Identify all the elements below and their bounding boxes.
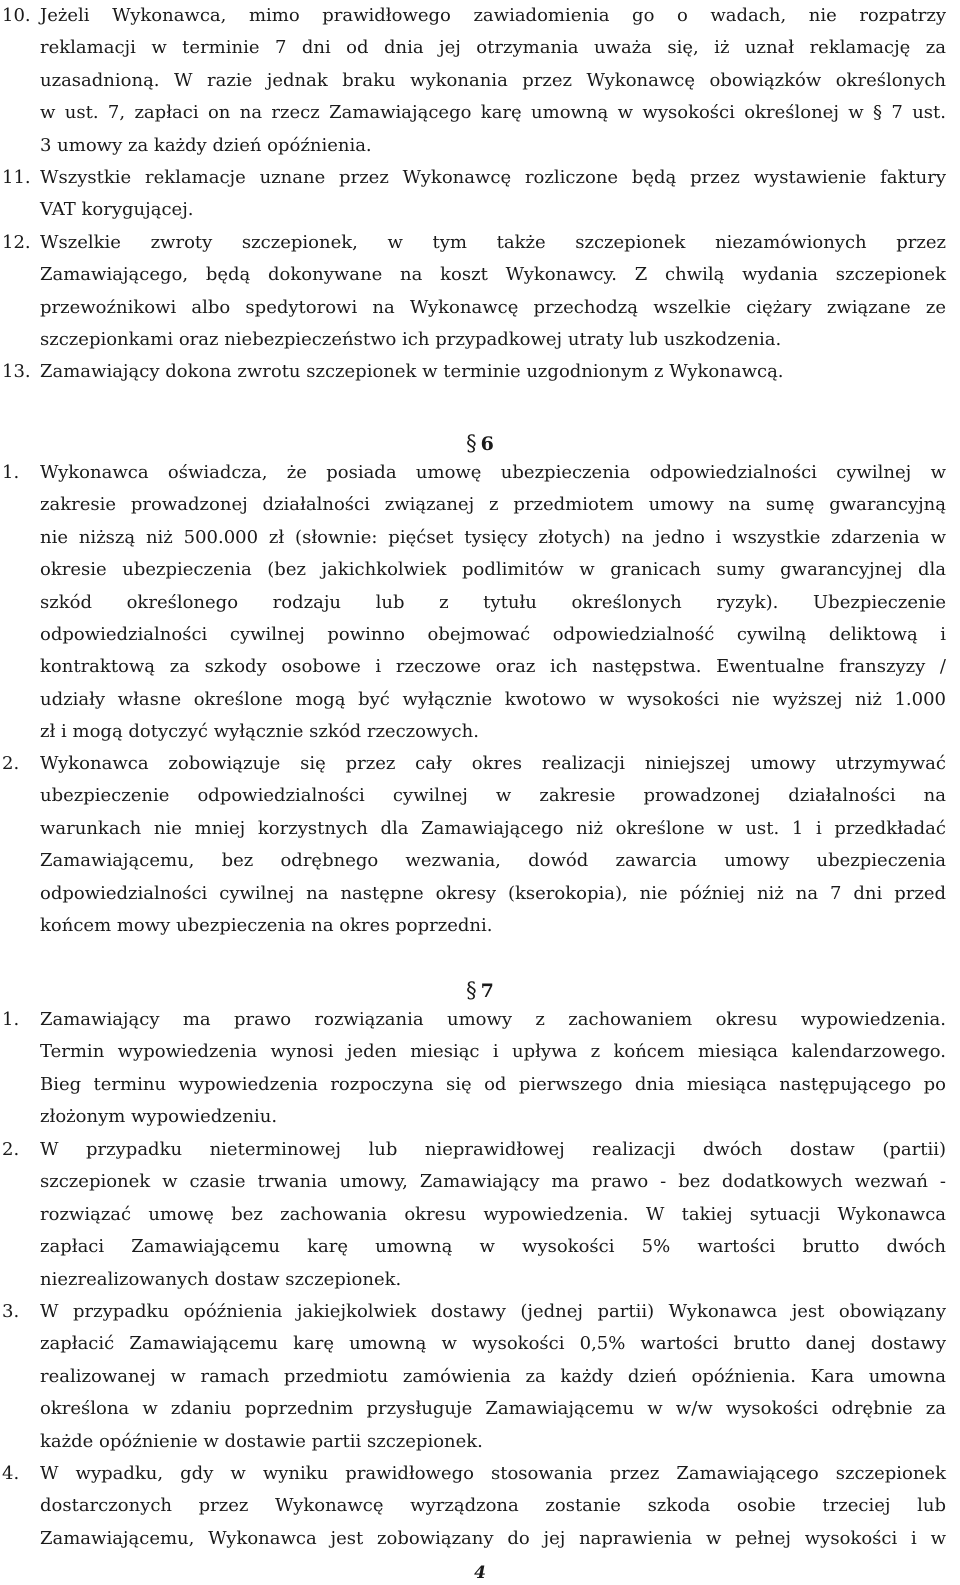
- text-line: Jeżeli Wykonawca, mimo prawidłowego zawiadomienia go o wadach, nie rozpatrzy: [40, 5, 946, 26]
- text-line: dostarczonych przez Wykonawcę wyrządzona zostanie szkoda osobie trzeciej lub: [40, 1495, 946, 1517]
- item-number: 2.: [2, 1139, 20, 1160]
- item-text: [40, 1458, 946, 1555]
- item-number: 2.: [2, 753, 20, 774]
- text-line: Zamawiającego, będą dokonywane na koszt Wykonawcy. Z chwilą wydania szczepionek: [40, 264, 946, 286]
- text-line: W przypadku nieterminowej lub nieprawidłowej realizacji dwóch dostaw (partii): [40, 1139, 946, 1160]
- section-number: 7: [480, 980, 494, 1002]
- text-line: nie niższą niż 500.000 zł (słownie: pięćset tysięcy złotych) na jedno i wszystkie zdarzenia w: [40, 526, 946, 548]
- item-text: [40, 1004, 946, 1134]
- text-line: odpowiedzialności cywilnej na następne okresy (kserokopia), nie później niż na 7 dni przed: [40, 882, 946, 904]
- text-line: Zamawiający ma prawo rozwiązania umowy z zachowaniem okresu wypowiedzenia.: [40, 1009, 946, 1030]
- text-line: zapłaci Zamawiającemu karę umowną w wysokości 5% wartości brutto dwóch: [40, 1236, 946, 1258]
- text-line: zapłacić Zamawiającemu karę umowną w wysokości 0,5% wartości brutto danej dostawy: [40, 1333, 946, 1355]
- text-line: okresie ubezpieczenia (bez jakichkolwiek podlimitów w granicach sumy gwarancyjnej dla: [40, 559, 946, 581]
- item-number: 11.: [2, 167, 31, 188]
- text-line: realizowanej w ramach przedmiotu zamówienia za każdy dzień opóźnienia. Kara umowna: [40, 1365, 946, 1387]
- section-symbol: §: [466, 431, 477, 455]
- text-line: uzasadnioną. W razie jednak braku wykonania przez Wykonawcę obowiązków określonych: [40, 69, 946, 91]
- item-number: 3.: [2, 1301, 20, 1322]
- text-line: szczepionek w czasie trwania umowy, Zamawiający ma prawo - bez dodatkowych wezwań -: [40, 1171, 946, 1193]
- text-line: niezrealizowanych dostaw szczepionek.: [40, 1268, 402, 1290]
- text-line: szczepionkami oraz niebezpieczeństwo ich przypadkowej utraty lub uszkodzenia.: [40, 329, 782, 351]
- text-line: kontraktową za szkody osobowe i rzeczowe oraz ich następstwa. Ewentualne franszyzy /: [40, 656, 946, 678]
- text-line: Wszystkie reklamacje uznane przez Wykonawcę rozliczone będą przez wystawienie faktury: [40, 167, 946, 188]
- item-text: [40, 227, 946, 357]
- text-line: szkód określonego rodzaju lub z tytułu określonych ryzyk). Ubezpieczenie: [40, 591, 946, 613]
- text-line: W przypadku opóźnienia jakiejkolwiek dostawy (jednej partii) Wykonawca jest obowiązany: [40, 1301, 946, 1322]
- text-line: udziały własne określone mogą być wyłącznie kwotowo w wysokości nie wyższej niż 1.000: [40, 688, 946, 710]
- text-line: 3 umowy za każdy dzień opóźnienia.: [40, 134, 372, 156]
- text-line: reklamacji w terminie 7 dni od dnia jej otrzymania uważa się, iż uznał reklamację za: [40, 37, 946, 59]
- item-text: [40, 748, 946, 942]
- item-text: [40, 1296, 946, 1458]
- section-heading-6: [0, 428, 960, 459]
- text-line: odpowiedzialności cywilnej powinno obejmować odpowiedzialność cywilną deliktową i: [40, 623, 946, 645]
- section-heading-7: [0, 975, 960, 1006]
- text-line: złożonym wypowiedzeniu.: [40, 1106, 278, 1128]
- text-line: końcem mowy ubezpieczenia na okres poprzedni.: [40, 914, 493, 936]
- text-line: VAT korygującej.: [40, 199, 194, 221]
- item-number: 1.: [2, 1009, 20, 1030]
- text-line: zł i mogą dotyczyć wyłącznie szkód rzeczowych.: [40, 721, 479, 743]
- item-text: [40, 356, 946, 388]
- item-number: 1.: [2, 462, 20, 483]
- item-number: 12.: [2, 232, 31, 253]
- item-text: [40, 1134, 946, 1296]
- text-line: Zamawiającemu, Wykonawca jest zobowiązany do jej naprawienia w pełnej wysokości i w: [40, 1527, 946, 1549]
- text-line: Bieg terminu wypowiedzenia rozpoczyna się od pierwszego dnia miesiąca następującego po: [40, 1073, 946, 1095]
- item-text: [40, 0, 946, 162]
- text-line: warunkach nie mniej korzystnych dla Zamawiającego niż określone w ust. 1 i przedkładać: [40, 817, 946, 839]
- section-symbol: §: [466, 978, 477, 1002]
- text-line: każde opóźnienie w dostawie partii szczepionek.: [40, 1430, 483, 1452]
- page-number: 4: [474, 1563, 486, 1583]
- text-line: przewoźnikowi albo spedytorowi na Wykonawcę przechodzą wszelkie ciężary związane ze: [40, 296, 946, 318]
- text-line: zakresie prowadzonej działalności związanej z przedmiotem umowy na sumę gwarancyjną: [40, 494, 946, 516]
- section-number: 6: [480, 433, 494, 455]
- text-line: Wszelkie zwroty szczepionek, w tym także szczepionek niezamówionych przez: [40, 232, 946, 253]
- item-number: 13.: [2, 361, 31, 382]
- text-line: określona w zdaniu poprzednim przysługuje Zamawiającemu w w/w wysokości odrębnie za: [40, 1398, 946, 1420]
- text-line: Termin wypowiedzenia wynosi jeden miesiąc i upływa z końcem miesiąca kalendarzowego.: [40, 1041, 946, 1063]
- text-line: Wykonawca zobowiązuje się przez cały okres realizacji niniejszej umowy utrzymywać: [40, 753, 946, 774]
- item-text: [40, 457, 946, 749]
- text-line: W wypadku, gdy w wyniku prawidłowego stosowania przez Zamawiającego szczepionek: [40, 1463, 946, 1484]
- item-number: 10.: [2, 5, 31, 26]
- text-line: w ust. 7, zapłaci on na rzecz Zamawiającego karę umowną w wysokości określonej w § 7 ust.: [40, 102, 946, 124]
- item-number: 4.: [2, 1463, 20, 1484]
- text-line: Wykonawca oświadcza, że posiada umowę ubezpieczenia odpowiedzialności cywilnej w: [40, 462, 946, 483]
- text-line: ubezpieczenie odpowiedzialności cywilnej w zakresie prowadzonej działalności na: [40, 785, 946, 807]
- text-line: rozwiązać umowę bez zachowania okresu wypowiedzenia. W takiej sytuacji Wykonawca: [40, 1203, 946, 1225]
- text-line: Zamawiającemu, bez odrębnego wezwania, dowód zawarcia umowy ubezpieczenia: [40, 850, 946, 872]
- text-line: Zamawiający dokona zwrotu szczepionek w terminie uzgodnionym z Wykonawcą.: [40, 361, 784, 382]
- item-text: [40, 162, 946, 227]
